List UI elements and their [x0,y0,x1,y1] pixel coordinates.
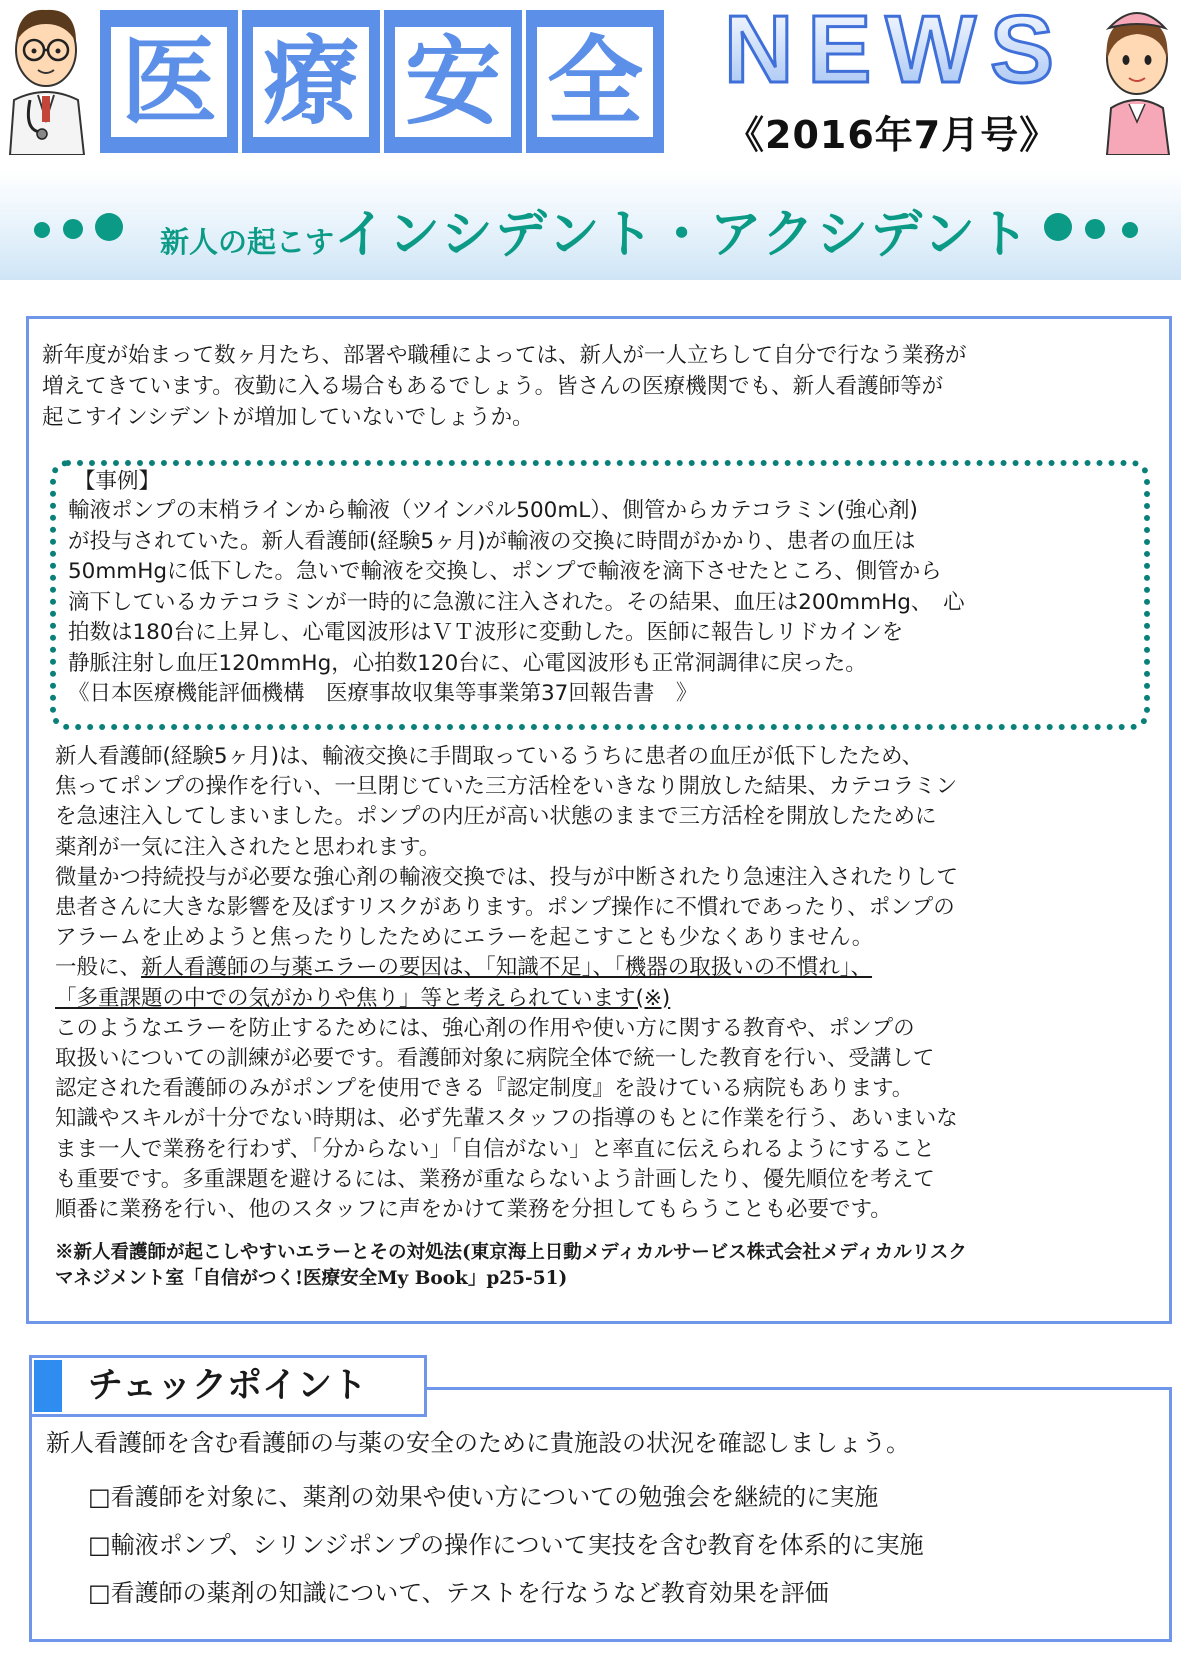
title-kanji-tile [242,10,380,153]
news-text: NEWS [724,4,1068,94]
checkpoint-item: □輸液ポンプ、シリンジポンプの操作について実技を含む教育を体系的に実施 [88,1531,924,1559]
checkpoint-item: □看護師の薬剤の知識について、テストを行なうなど教育効果を評価 [88,1579,829,1607]
title-kanji: 全 [537,27,653,137]
headline-title-big: インシデント・アクシデント [334,205,1032,265]
checkpoint-item: □看護師を対象に、薬剤の効果や使い方についての勉強会を継続的に実施 [88,1483,879,1511]
decorative-dots-right [1040,210,1150,246]
error-factors-underlined: 新人看護師の与薬エラーの要因は、「知識不足」、「機器の取扱いの不慣れ」、 「多重課題の中での気がかりや焦り」等と考えられています(※) [55,955,873,1011]
headline-title-small: 新人の起こす [160,225,335,259]
case-label: 【事例】 [74,469,161,494]
article-body [55,742,1145,1225]
title-kanji-tile [384,10,522,153]
intro-paragraph: 新年度が始まって数ヶ月たち、部署や職種によっては、新人が一人立ちして自分で行なう業務が 増えてきています。夜勤に入る場合もあるでしょう。皆さんの医療機関でも、新人看護師等が 起こすインシデントが増加していないでしょうか。 [42,343,967,430]
title-kanji: 療 [253,27,369,137]
decorative-dots-left [33,210,143,246]
prevention-paragraph: このようなエラーを防止するためには、強心剤の作用や使い方に関する教育や、ポンプの 取扱いについての訓練が必要です。看護師対象に病院全体で統一した教育を行い、受講して 認定された看護師のみがポンプを使用できる『認定制度』を設けている病院もあります。 知識やスキルが十分でない時期は、必ず先輩スタッフの指導のもとに作業を行う、あいまいな まま一人で業務を行わず、「分からない」「自信がない」と率直に伝えられるようにすること も重要です。多重課題を避けるには、業務が重ならないよう計画したり、優先順位を考えて 順番に業務を行い、他のスタッフに声をかけて業務を分担してもらうことも必要です。 [55,1015,958,1223]
checkpoint-lead: 新人看護師を含む看護師の与薬の安全のために貴施設の状況を確認しましょう。 [46,1429,910,1457]
checkpoint-accent-bar [34,1360,62,1412]
error-factors-prefix: 一般に、 [55,955,142,981]
doctor-illustration [0,0,92,155]
footnote: ※新人看護師が起こしやすいエラーとその対処法(東京海上日動メディカルサービス株式会社メディカルリスク マネジメント室「自信がつく!医療安全My Book」p25-51) [55,1242,967,1289]
news-wordmark [700,4,1093,94]
nurse-illustration [1093,0,1181,155]
title-kanji: 安 [395,27,511,137]
case-text: 輸液ポンプの末梢ラインから輸液（ツインパル500mL）、側管からカテコラミン(強心剤) が投与されていた。新人看護師(経験5ヶ月)が輸液の交換に時間がかかり、患者の血圧は 50mmHgに低下した。急いで輸液を交換し、ポンプで輸液を滴下させたところ、側管から 滴下しているカテコラミンが一時的に急激に注入された。その結果、血圧は200mmHg、 心 拍数は180台に上昇し、心電図波形はＶＴ波形に変動した。医師に報告しリドカインを 静脈注射し血圧120mmHg，心拍数120台に、心電図波形も正常洞調律に戻った。 《日本医療機能評価機構 医療事故収集等事業第37回報告書 》 [68,498,965,706]
title-kanji: 医 [111,27,227,137]
checkpoint-title: チェックポイント [88,1366,367,1406]
issue-date: 《2016年7月号》 [726,113,1059,157]
title-kanji-tile [100,10,238,153]
title-kanji-tile [526,10,664,153]
headline-title [160,192,1031,267]
analysis-paragraph: 新人看護師(経験5ヶ月)は、輸液交換に手間取っているうちに患者の血圧が低下したため、 焦ってポンプの操作を行い、一旦閉じていた三方活栓をいきなり開放した結果、カテコラミン を急速注入してしまいました。ポンプの内圧が高い状態のままで三方活栓を開放したために 薬剤が一気に注入されたと思われます。 微量かつ持続投与が必要な強心剤の輸液交換では、投与が中断されたり急速注入されたりして 患者さんに大きな影響を及ぼすリスクがあります。ポンプ操作に不慣れであったり、ポンプの アラームを止めようと焦ったりしたためにエラーを起こすことも少なくありません。 [55,744,959,951]
error-factors-paragraph [55,953,1145,1013]
